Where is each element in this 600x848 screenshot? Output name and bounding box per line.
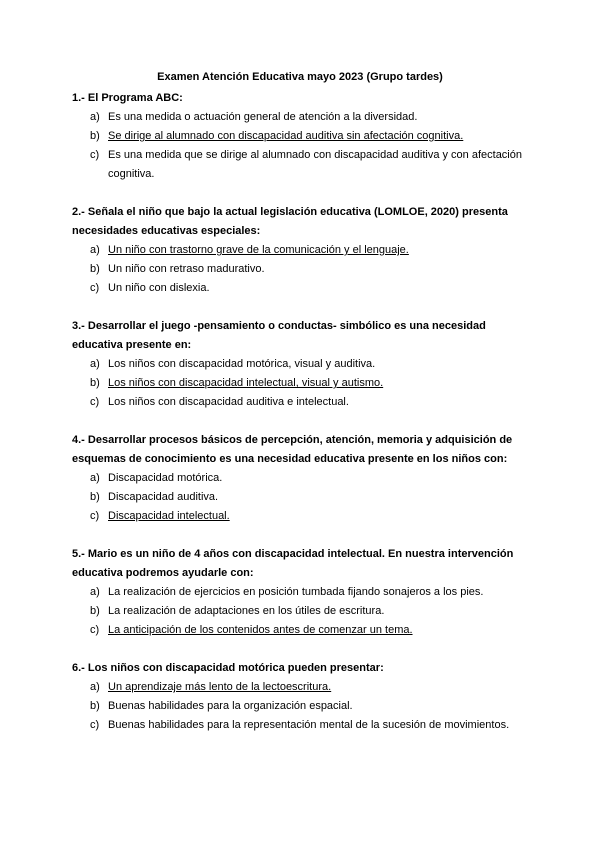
question-5-option-b[interactable] xyxy=(90,602,535,621)
question-2-option-c[interactable] xyxy=(90,279,535,298)
question-4-option-a[interactable] xyxy=(90,469,535,488)
option-letter: c) xyxy=(90,719,100,731)
question-2-option-b[interactable] xyxy=(90,260,535,279)
question-3-heading: 3.- Desarrollar el juego -pensamiento o conductas- simbólico es una necesidad educativa presente en: xyxy=(72,320,486,351)
option-letter: a) xyxy=(90,111,100,123)
question-4-heading: 4.- Desarrollar procesos básicos de percepción, atención, memoria y adquisición de esquemas de conocimiento es una necesidad educativa presente en los niños con: xyxy=(72,434,513,465)
question-1-option-b[interactable] xyxy=(90,127,535,146)
question-3-option-a[interactable] xyxy=(90,355,535,374)
exam-title: Examen Atención Educativa mayo 2023 (Grupo tardes) xyxy=(157,71,443,83)
option-text: La realización de adaptaciones en los útiles de escritura. xyxy=(108,605,385,617)
option-letter: b) xyxy=(90,605,100,617)
option-text: La realización de ejercicios en posición tumbada fijando sonajeros a los pies. xyxy=(108,586,484,598)
question-1-heading: 1.- El Programa ABC: xyxy=(72,92,183,104)
question-1-option-a[interactable] xyxy=(90,108,535,127)
option-letter: a) xyxy=(90,681,100,693)
question-1-option-c[interactable] xyxy=(90,146,535,184)
option-text: Un niño con dislexia. xyxy=(108,282,210,294)
question-5-heading: 5.- Mario es un niño de 4 años con discapacidad intelectual. En nuestra intervención educativa podremos ayudarle con: xyxy=(72,548,514,579)
question-3-option-b[interactable] xyxy=(90,374,535,393)
option-text: Es una medida que se dirige al alumnado con discapacidad auditiva y con afectación cognitiva. xyxy=(108,149,522,180)
question-6-option-c[interactable] xyxy=(90,716,535,735)
question-4-option-c[interactable] xyxy=(90,507,535,526)
question-6-option-b[interactable] xyxy=(90,697,535,716)
question-2-option-a[interactable] xyxy=(90,241,535,260)
question-2-heading: 2.- Señala el niño que bajo la actual legislación educativa (LOMLOE, 2020) presenta necesidades educativas especiales: xyxy=(72,206,508,237)
option-letter: a) xyxy=(90,472,100,484)
option-letter: b) xyxy=(90,263,100,275)
question-6-heading: 6.- Los niños con discapacidad motórica pueden presentar: xyxy=(72,662,384,674)
option-text: Un niño con retraso madurativo. xyxy=(108,263,265,275)
option-letter: b) xyxy=(90,377,100,389)
option-letter: c) xyxy=(90,396,100,408)
option-text: Los niños con discapacidad motórica, visual y auditiva. xyxy=(108,358,376,370)
option-text: Buenas habilidades para la representación mental de la sucesión de movimientos. xyxy=(108,719,510,731)
option-letter: c) xyxy=(90,624,100,636)
option-text: Discapacidad auditiva. xyxy=(108,491,219,503)
option-text: Es una medida o actuación general de atención a la diversidad. xyxy=(108,111,418,123)
option-text: Un niño con trastorno grave de la comunicación y el lenguaje. xyxy=(108,244,409,256)
option-letter: b) xyxy=(90,491,100,503)
option-letter: c) xyxy=(90,149,100,161)
question-4-option-b[interactable] xyxy=(90,488,535,507)
question-3-option-c[interactable] xyxy=(90,393,535,412)
option-text: Un aprendizaje más lento de la lectoescritura. xyxy=(108,681,332,693)
question-5-option-c[interactable] xyxy=(90,621,535,640)
option-letter: c) xyxy=(90,282,100,294)
option-letter: b) xyxy=(90,130,100,142)
option-letter: a) xyxy=(90,244,100,256)
option-text: La anticipación de los contenidos antes de comenzar un tema. xyxy=(108,624,413,636)
option-letter: a) xyxy=(90,358,100,370)
option-text: Los niños con discapacidad auditiva e intelectual. xyxy=(108,396,349,408)
option-text: Discapacidad intelectual. xyxy=(108,510,230,522)
question-5-option-a[interactable] xyxy=(90,583,535,602)
option-letter: b) xyxy=(90,700,100,712)
option-text: Se dirige al alumnado con discapacidad auditiva sin afectación cognitiva. xyxy=(108,130,464,142)
option-letter: a) xyxy=(90,586,100,598)
option-text: Discapacidad motórica. xyxy=(108,472,223,484)
question-6-option-a[interactable] xyxy=(90,678,535,697)
option-letter: c) xyxy=(90,510,100,522)
option-text: Buenas habilidades para la organización espacial. xyxy=(108,700,353,712)
option-text: Los niños con discapacidad intelectual, visual y autismo. xyxy=(108,377,384,389)
